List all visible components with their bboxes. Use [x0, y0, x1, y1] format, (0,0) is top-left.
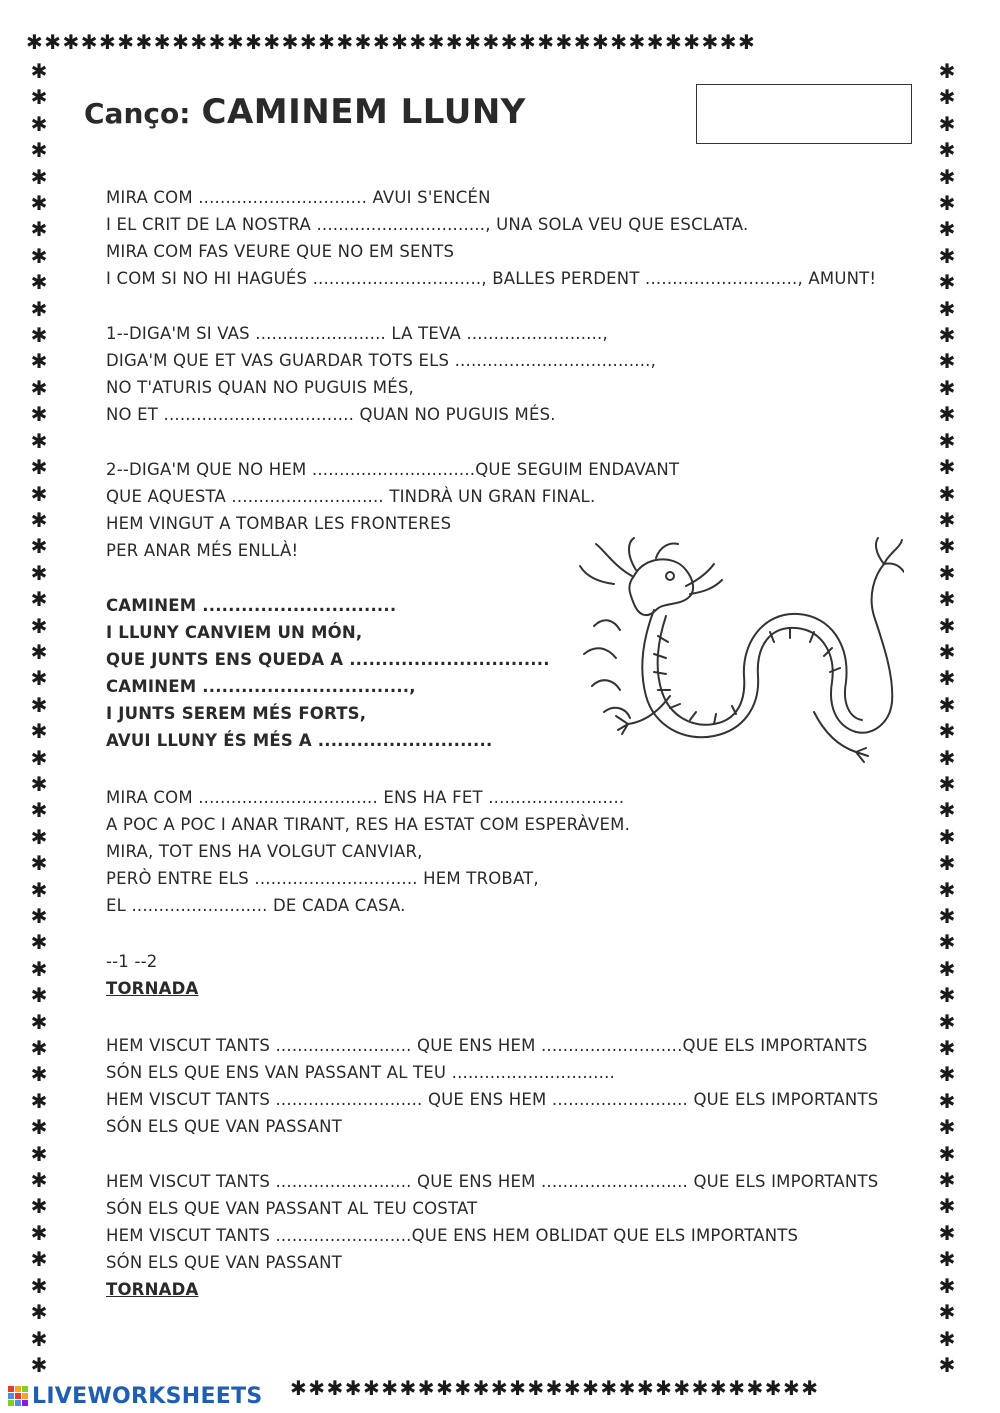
- lyric-line: A POC A POC I ANAR TIRANT, RES HA ESTAT COM ESPERÀVEM.: [106, 815, 631, 834]
- lyric-line: HEM VISCUT TANTS .........................QUE ENS HEM OBLIDAT QUE ELS IMPORTANTS: [106, 1226, 799, 1245]
- lyric-line: MIRA COM FAS VEURE QUE NO EM SENTS: [106, 242, 455, 261]
- dragon-tail-tip: [876, 538, 904, 572]
- lyric-line: HEM VISCUT TANTS ........................... QUE ENS HEM ......................... QUE ELS IMPORTANTS: [106, 1090, 879, 1109]
- lyric-line: AVUI LLUNY ÉS MÉS A ...........................: [106, 731, 493, 750]
- dragon-head: [629, 559, 693, 615]
- song-title: CAMINEM LLUNY: [201, 92, 526, 132]
- lyric-line: NO ET ................................... QUAN NO PUGUIS MÉS.: [106, 405, 556, 424]
- lyric-line: NO T'ATURIS QUAN NO PUGUIS MÉS,: [106, 378, 414, 397]
- dragon-illustration: [574, 536, 904, 774]
- lyric-line: PERÒ ENTRE ELS .............................. HEM TROBAT,: [106, 869, 539, 888]
- lyric-line: I EL CRIT DE LA NOSTRA ..............................., UNA SOLA VEU QUE ESCLATA.: [106, 215, 749, 234]
- lyric-line: I LLUNY CANVIEM UN MÓN,: [106, 623, 363, 642]
- lyric-line: SÓN ELS QUE ENS VAN PASSANT AL TEU ..............................: [106, 1063, 615, 1082]
- lyric-line: DIGA'M QUE ET VAS GUARDAR TOTS ELS ....................................,: [106, 351, 657, 370]
- dragon-mane: [580, 538, 678, 584]
- answer-box[interactable]: [696, 84, 912, 144]
- dragon-body: [642, 564, 892, 737]
- lyric-line: MIRA, TOT ENS HA VOLGUT CANVIAR,: [106, 842, 423, 861]
- dragon-scales: [654, 628, 840, 724]
- lyric-line: SÓN ELS QUE VAN PASSANT: [106, 1253, 342, 1272]
- lyric-line: QUE JUNTS ENS QUEDA A ...............................: [106, 650, 550, 669]
- lyric-line: 2--DIGA'M QUE NO HEM ..............................QUE SEGUIM ENDAVANT: [106, 460, 680, 479]
- section-heading: TORNADA: [106, 979, 199, 998]
- lyric-line: --1 --2: [106, 952, 158, 971]
- lyric-line: MIRA COM ................................. ENS HA FET .........................: [106, 788, 625, 807]
- brand-name: LIVEWORKSHEETS: [32, 1383, 263, 1409]
- lyric-line: HEM VINGUT A TOMBAR LES FRONTERES: [106, 514, 452, 533]
- lyric-line: EL ......................... DE CADA CASA.: [106, 896, 406, 915]
- dragon-body-inner: [658, 614, 862, 725]
- lyric-line: 1--DIGA'M SI VAS ........................ LA TEVA .........................,: [106, 324, 608, 343]
- logo-cube-icon: [8, 1386, 28, 1406]
- dragon-front-leg: [616, 696, 670, 734]
- palm-border-top: ✱✱✱✱✱✱✱✱✱✱✱✱✱✱✱✱✱✱✱✱✱✱✱✱✱✱✱✱✱✱✱✱✱✱✱✱✱✱✱✱: [26, 32, 757, 54]
- lyric-line: HEM VISCUT TANTS ......................... QUE ENS HEM ..........................QUE ELS IMPORTANTS: [106, 1036, 868, 1055]
- dragon-eye: [666, 572, 674, 580]
- palm-border-bottom: ✱✱✱✱✱✱✱✱✱✱✱✱✱✱✱✱✱✱✱✱✱✱✱✱✱✱✱✱✱: [290, 1378, 820, 1400]
- lyric-line: CAMINEM ..............................: [106, 596, 397, 615]
- lyric-line: MIRA COM ............................... AVUI S'ENCÉN: [106, 188, 491, 207]
- lyric-line: I COM SI NO HI HAGUÉS ..............................., BALLES PERDENT ............................, AMUNT!: [106, 269, 877, 288]
- liveworksheets-logo: [8, 1382, 263, 1410]
- lyric-line: I JUNTS SEREM MÉS FORTS,: [106, 704, 367, 723]
- dragon-spikes: [584, 620, 630, 718]
- lyric-line: CAMINEM ................................,: [106, 677, 416, 696]
- palm-border-left: ✱✱✱✱✱✱✱✱✱✱✱✱✱✱✱✱✱✱✱✱✱✱✱✱✱✱✱✱✱✱✱✱✱✱✱✱✱✱✱✱✱✱✱✱✱✱✱✱✱✱: [30, 59, 48, 1377]
- title-label: Canço:: [84, 97, 191, 130]
- section-heading: TORNADA: [106, 1280, 199, 1299]
- lyric-line: PER ANAR MÉS ENLLÀ!: [106, 541, 299, 560]
- lyric-line: SÓN ELS QUE VAN PASSANT: [106, 1117, 342, 1136]
- lyric-line: SÓN ELS QUE VAN PASSANT AL TEU COSTAT: [106, 1199, 478, 1218]
- lyric-line: HEM VISCUT TANTS ......................... QUE ENS HEM ........................... QUE ELS IMPORTANTS: [106, 1172, 879, 1191]
- worksheet-title: [84, 92, 526, 132]
- palm-border-right: ✱✱✱✱✱✱✱✱✱✱✱✱✱✱✱✱✱✱✱✱✱✱✱✱✱✱✱✱✱✱✱✱✱✱✱✱✱✱✱✱✱✱✱✱✱✱✱✱✱✱: [938, 59, 956, 1377]
- lyric-line: QUE AQUESTA ............................ TINDRÀ UN GRAN FINAL.: [106, 487, 596, 506]
